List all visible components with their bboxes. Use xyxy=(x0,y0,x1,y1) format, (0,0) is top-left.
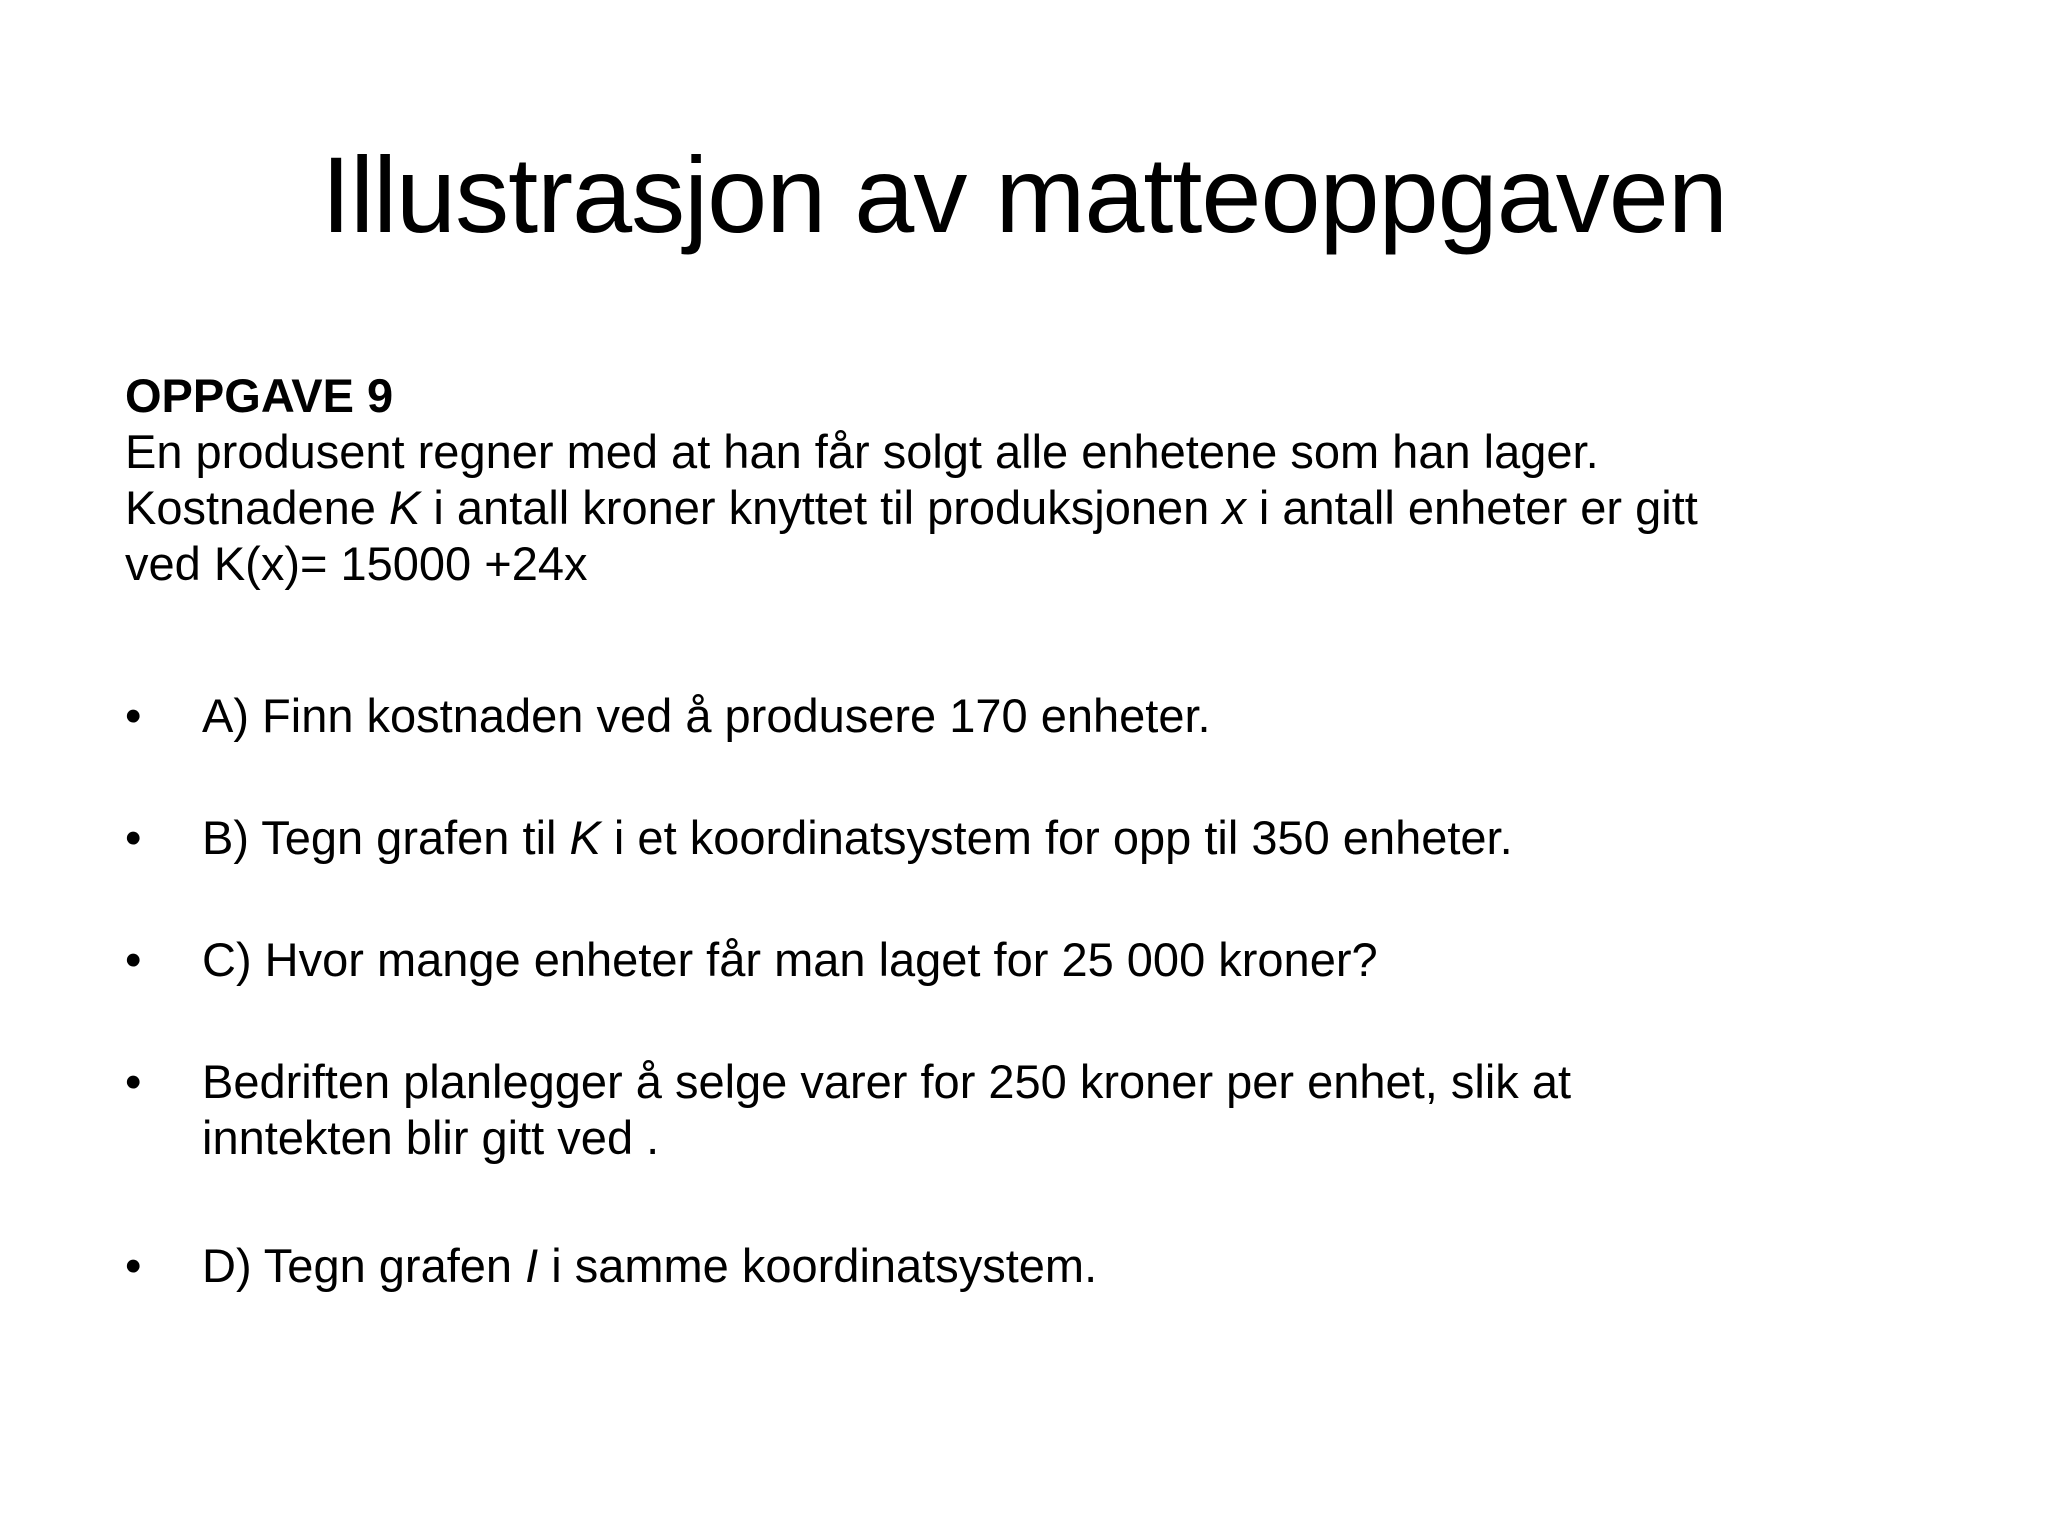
bullet-dot-icon: • xyxy=(125,1055,142,1108)
bullet-dot-icon: • xyxy=(125,933,142,986)
task-revenue xyxy=(125,1054,1955,1166)
task-list xyxy=(125,688,1955,1294)
slide-title: Illustrasjon av matteoppgaven xyxy=(321,134,1727,255)
task-b-text xyxy=(202,810,1955,866)
task-a xyxy=(125,688,1955,744)
task-intro xyxy=(125,424,1955,592)
task-a-text: A) Finn kostnaden ved å produsere 170 enheter. xyxy=(202,689,1211,742)
intro-line-3: ved K(x)= 15000 +24x xyxy=(125,537,588,590)
task-c-text: C) Hvor mange enheter får man laget for 25 000 kroner? xyxy=(202,933,1378,986)
task-revenue-line-2: inntekten blir gitt ved . xyxy=(202,1111,660,1164)
task-heading: OPPGAVE 9 xyxy=(125,369,394,422)
task-b-text-b: i et koordinatsystem for opp til 350 enheter. xyxy=(600,811,1513,864)
task-d-text-a: D) Tegn grafen xyxy=(202,1239,526,1292)
variable-k: K xyxy=(569,811,601,864)
variable-i: I xyxy=(525,1239,539,1292)
intro-line-1: En produsent regner med at han får solgt alle enhetene som han lager. xyxy=(125,425,1599,478)
slide-body xyxy=(125,368,1955,1292)
task-d xyxy=(125,1238,1955,1294)
intro-text: i antall kroner knyttet til produksjonen xyxy=(420,481,1223,534)
bullet-dot-icon: • xyxy=(125,1239,142,1292)
intro-line-2 xyxy=(125,480,1955,536)
task-d-text xyxy=(202,1238,1955,1294)
task-c xyxy=(125,932,1955,988)
task-d-text-b: i samme koordinatsystem. xyxy=(538,1239,1098,1292)
variable-k: K xyxy=(388,481,421,534)
bullet-dot-icon: • xyxy=(125,811,142,864)
task-revenue-line-1: Bedriften planlegger å selge varer for 250 kroner per enhet, slik at xyxy=(202,1055,1572,1108)
bullet-dot-icon: • xyxy=(125,689,142,742)
variable-x: x xyxy=(1222,481,1246,534)
intro-text: Kostnadene xyxy=(125,481,389,534)
intro-text: i antall enheter er gitt xyxy=(1245,481,1698,534)
task-b-text-a: B) Tegn grafen til xyxy=(202,811,570,864)
task-b xyxy=(125,810,1955,866)
